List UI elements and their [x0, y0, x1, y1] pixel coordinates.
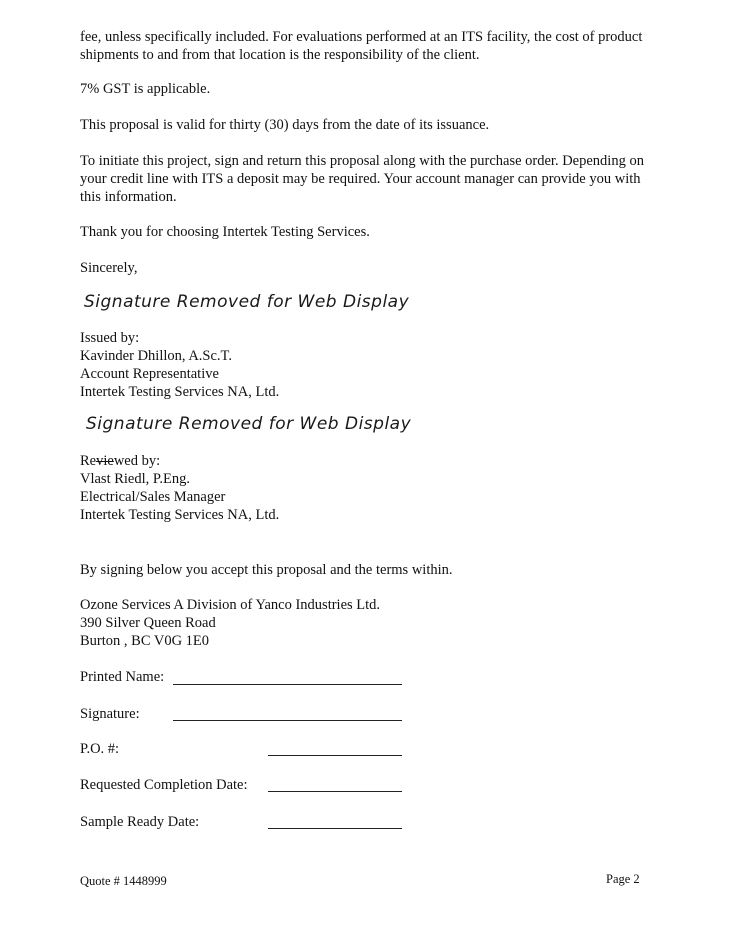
issued-by-label: Issued by:: [80, 330, 140, 346]
initiate-line-3: this information.: [80, 189, 177, 205]
requested-date-field[interactable]: [268, 791, 402, 792]
client-city: Burton , BC V0G 1E0: [80, 633, 210, 649]
signature-label: Signature:: [80, 706, 140, 722]
issuer-title: Account Representative: [80, 366, 219, 382]
reviewed-label-prefix: Re: [80, 453, 97, 469]
reviewer-title: Electrical/Sales Manager: [80, 489, 226, 505]
initiate-paragraph: [80, 152, 705, 206]
printed-name-field[interactable]: [173, 684, 402, 685]
intro-paragraph: [80, 28, 705, 64]
reviewed-by-label: [80, 452, 705, 470]
po-field[interactable]: [268, 755, 402, 756]
validity-note: This proposal is valid for thirty (30) days from the date of its issuance.: [80, 117, 490, 133]
client-street: 390 Silver Queen Road: [80, 615, 216, 631]
intro-line-1: fee, unless specifically included. For evaluations performed at an ITS facility, the cost of product: [80, 29, 643, 45]
initiate-line-1: To initiate this project, sign and return this proposal along with the purchase order. Depending on: [80, 153, 644, 169]
requested-date-label: Requested Completion Date:: [80, 777, 248, 793]
acceptance-note: By signing below you accept this proposal and the terms within.: [80, 562, 453, 578]
signature-removed-reviewer: Signature Removed for Web Display: [86, 414, 412, 434]
client-name: Ozone Services A Division of Yanco Industries Ltd.: [80, 597, 381, 613]
issuer-company: Intertek Testing Services NA, Ltd.: [80, 384, 280, 400]
reviewed-by-block: [80, 452, 705, 524]
quote-number: Quote # 1448999: [80, 874, 167, 888]
initiate-line-2: your credit line with ITS a deposit may be required. Your account manager can provide you with: [80, 171, 641, 187]
reviewed-label-struck: vie: [96, 453, 114, 469]
reviewed-label-suffix: wed by:: [113, 453, 161, 469]
page-number: Page 2: [606, 872, 640, 886]
reviewer-name: Vlast Riedl, P.Eng.: [80, 471, 190, 487]
thanks-note: Thank you for choosing Intertek Testing Services.: [80, 224, 370, 240]
po-label: P.O. #:: [80, 741, 120, 757]
signature-field[interactable]: [173, 720, 402, 721]
printed-name-label: Printed Name:: [80, 669, 165, 685]
reviewer-company: Intertek Testing Services NA, Ltd.: [80, 507, 280, 523]
signature-removed-issuer: Signature Removed for Web Display: [84, 292, 410, 312]
sample-date-field[interactable]: [268, 828, 402, 829]
gst-note: 7% GST is applicable.: [80, 81, 211, 97]
intro-line-2: shipments to and from that location is the responsibility of the client.: [80, 47, 480, 63]
issued-by-block: [80, 329, 705, 401]
issuer-name: Kavinder Dhillon, A.Sc.T.: [80, 348, 232, 364]
closing: Sincerely,: [80, 260, 138, 276]
client-address: [80, 596, 705, 650]
sample-date-label: Sample Ready Date:: [80, 814, 200, 830]
